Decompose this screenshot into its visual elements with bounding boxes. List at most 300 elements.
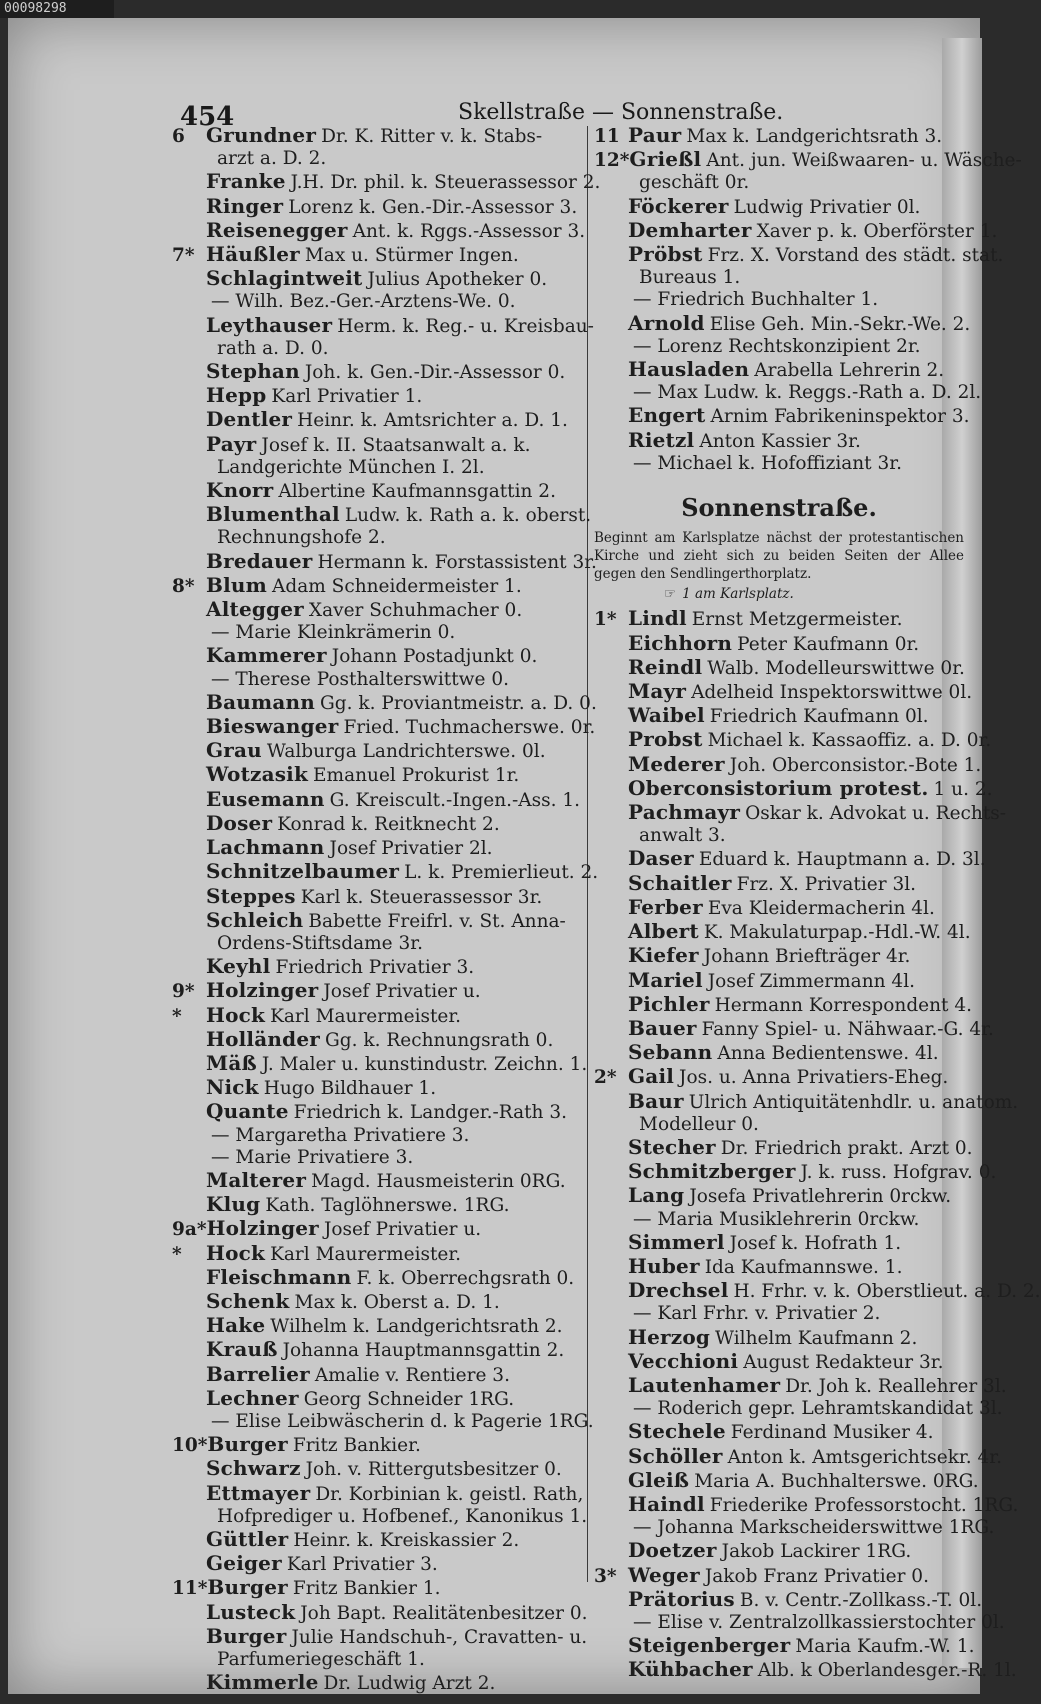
entry-continuation: Hofprediger u. Hofbenef., Kanonikus 1.	[217, 1505, 588, 1527]
resident-details: Kath. Taglöhnerswe. 1RG.	[265, 1195, 510, 1217]
directory-entry	[594, 1326, 964, 1350]
resident-details: Albertine Kaufmannsgattin 2.	[278, 481, 556, 503]
directory-entry	[172, 1314, 582, 1338]
entry-continuation: Bureaus 1.	[639, 267, 741, 289]
house-number: 6	[172, 126, 185, 147]
directory-entry	[594, 727, 992, 752]
resident-name: Pichler	[628, 991, 710, 1016]
directory-entry	[594, 775, 993, 801]
resident-name: Ferber	[628, 894, 703, 919]
resident-details: Frz. X. Privatier 3l.	[736, 873, 917, 895]
directory-entry	[594, 1443, 1002, 1469]
resident-name: Hock	[206, 1240, 266, 1265]
resident-name: Albert	[628, 919, 699, 944]
resident-details: Josef Privatier u.	[323, 1219, 482, 1241]
resident-name: Lautenhamer	[628, 1372, 781, 1397]
running-head: Skellstraße — Sonnenstraße.	[458, 100, 784, 125]
resident-name: Probst	[628, 727, 703, 752]
entry-continuation: Rechnungshofe 2.	[217, 527, 386, 549]
resident-details: Joh Bapt. Realitätenbesitzer 0.	[300, 1602, 588, 1624]
resident-name: Gleiß	[628, 1467, 690, 1492]
left-column	[172, 123, 601, 1695]
resident-details: Ulrich Antiquitätenhdlr. u. anatom.	[688, 1091, 1019, 1113]
resident-name: Dentler	[206, 407, 293, 432]
resident-name: Bauer	[628, 1015, 697, 1040]
resident-details: Anton Kassier 3r.	[699, 430, 861, 452]
resident-details: Jakob Lackirer 1RG.	[721, 1541, 912, 1563]
directory-entry	[594, 453, 964, 475]
resident-details: Friedrich Kaufmann 0l.	[709, 706, 929, 728]
directory-entry	[594, 310, 971, 336]
resident-details: Ant. jun. Weißwaaren- u. Wäsche-	[706, 150, 1022, 172]
directory-entry	[172, 1623, 588, 1649]
directory-entry	[172, 714, 596, 739]
resident-details: Alb. k Oberlandesger.-R. 1l.	[757, 1660, 1017, 1682]
resident-name: Oberconsistorium protest.	[628, 775, 929, 800]
directory-entry	[172, 1290, 582, 1314]
directory-entry	[172, 1410, 594, 1433]
resident-details: Herm. k. Reg.- u. Kreisbau-	[337, 315, 594, 337]
resident-name: Paur	[628, 123, 682, 147]
resident-name: Prätorius	[628, 1586, 735, 1611]
directory-entry	[172, 574, 582, 598]
resident-details: Julius Apotheker 0.	[367, 269, 548, 291]
resident-details: J.H. Dr. phil. k. Steuerassessor 2.	[290, 172, 601, 194]
resident-name: Bredauer	[206, 548, 313, 573]
directory-entry	[172, 1125, 582, 1147]
resident-name: Weger	[628, 1562, 700, 1587]
directory-entry	[594, 403, 970, 428]
resident-name: Ettmayer	[206, 1480, 311, 1505]
resident-details: Adelheid Inspektorswittwe 0l.	[691, 682, 973, 704]
directory-entry	[172, 457, 582, 479]
resident-name: Güttler	[206, 1526, 289, 1551]
resident-name: Grau	[206, 738, 262, 763]
resident-details: Michael k. Kassaoffiz. a. D. 0r.	[707, 730, 992, 752]
resident-details: Josef Zimmermann 4l.	[707, 970, 915, 992]
resident-details: Gg. k. Proviantmeistr. a. D. 0.	[320, 692, 597, 714]
resident-details: F. k. Oberrechgsrath 0.	[356, 1267, 575, 1289]
resident-details: Heinr. k. Amtsrichter a. D. 1.	[297, 410, 568, 432]
directory-entry	[594, 825, 964, 847]
resident-name: Doser	[206, 810, 273, 835]
resident-details: Dr. Korbinian k. geistl. Rath,	[315, 1483, 584, 1505]
directory-entry	[172, 669, 582, 691]
directory-entry	[594, 267, 964, 289]
resident-name: Demharter	[628, 217, 752, 242]
directory-entry	[594, 1420, 964, 1444]
resident-details: Xaver Schuhmacher 0.	[308, 600, 523, 622]
resident-details: Hugo Bildhauer 1.	[263, 1078, 437, 1100]
directory-entry	[594, 1467, 979, 1493]
house-number: 9*	[172, 981, 195, 1003]
resident-name: Fleischmann	[206, 1264, 352, 1289]
resident-name: Hepp	[206, 383, 267, 408]
directory-entry	[594, 1586, 983, 1612]
resident-name: Baur	[628, 1088, 684, 1113]
pointing-hand-icon: ☞	[664, 586, 677, 603]
directory-entry	[594, 751, 982, 777]
resident-details: L. k. Premierlieut. 2.	[404, 862, 599, 884]
directory-entry	[172, 1671, 582, 1695]
resident-name: Krauß	[206, 1337, 278, 1362]
resident-details: J. k. russ. Hofgrav. 0.	[800, 1162, 997, 1184]
directory-entry	[594, 147, 1022, 172]
directory-entry	[594, 124, 964, 148]
entry-continuation: Parfumeriegeschäft 1.	[217, 1649, 425, 1670]
column-divider	[587, 126, 588, 1582]
directory-entry	[594, 172, 964, 194]
resident-name: Kühbacher	[628, 1657, 753, 1682]
directory-entry	[172, 1004, 582, 1028]
resident-details: Wilhelm k. Landgerichtsrath 2.	[270, 1316, 563, 1338]
resident-details: Karl Maurermeister.	[270, 1243, 462, 1265]
resident-details: Ernst Metzgermeister.	[691, 609, 903, 631]
resident-details: Karl k. Steuerassessor 3r.	[300, 886, 543, 908]
resident-name: Schöller	[628, 1443, 723, 1468]
start-marker	[594, 583, 964, 605]
resident-details: Hermann Korrespondent 4.	[714, 994, 972, 1016]
directory-entry	[594, 846, 986, 871]
directory-entry	[594, 1255, 964, 1279]
resident-details: Walb. Modelleurswittwe 0r.	[707, 657, 965, 679]
resident-name: Mäß	[206, 1050, 257, 1075]
directory-entry	[594, 217, 998, 243]
directory-entry	[172, 1505, 588, 1528]
directory-entry	[594, 358, 964, 382]
directory-entry	[172, 1599, 588, 1625]
directory-entry	[172, 1338, 582, 1362]
resident-details: Johanna Hauptmannsgattin 2.	[282, 1340, 565, 1362]
resident-details: Julie Handschuh-, Cravatten- u.	[291, 1626, 588, 1648]
directory-entry	[594, 944, 964, 968]
resident-name: Barrelier	[206, 1361, 310, 1386]
resident-details: Karl Privatier 1.	[271, 386, 423, 408]
directory-entry	[172, 502, 592, 527]
resident-details: Dr. Friedrich prakt. Arzt 0.	[720, 1137, 973, 1159]
resident-details: Elise Geh. Min.-Sekr.-We. 2.	[709, 313, 971, 335]
resident-name: Mayr	[628, 679, 687, 704]
resident-details: J. Maler u. kunstindustr. Zeichn. 1.	[261, 1053, 588, 1075]
resident-name: Schaitler	[628, 870, 732, 895]
resident-name: Daser	[628, 846, 694, 871]
resident-details: — Wilh. Bez.-Ger.-Arztens-We. 0.	[211, 291, 516, 313]
resident-details: Babette Freifrl. v. St. Anna-	[308, 910, 566, 932]
directory-entry	[594, 1209, 964, 1231]
resident-details: — Maria Musiklehrerin 0rckw.	[633, 1208, 920, 1230]
resident-name: Blum	[206, 572, 268, 597]
resident-name: Schnitzelbaumer	[206, 859, 400, 884]
right-column-bottom-entries	[594, 606, 1041, 1682]
directory-entry	[594, 195, 964, 219]
entry-continuation: geschäft 0r.	[639, 172, 750, 194]
resident-name: Nick	[206, 1075, 259, 1100]
directory-entry	[172, 1363, 582, 1387]
directory-entry	[172, 979, 582, 1003]
resident-name: Wotzasik	[206, 762, 309, 787]
resident-details: — Friedrich Buchhalter 1.	[633, 289, 879, 311]
directory-entry	[172, 1528, 582, 1552]
directory-entry	[172, 909, 582, 933]
resident-details: Konrad k. Reitknecht 2.	[277, 813, 500, 835]
directory-entry	[594, 679, 973, 704]
directory-entry	[594, 1159, 997, 1184]
resident-details: Max k. Oberst a. D. 1.	[294, 1291, 500, 1313]
directory-entry	[594, 1114, 964, 1136]
resident-details: — Lorenz Rechtskonzipient 2r.	[633, 335, 921, 357]
directory-entry	[594, 919, 971, 944]
resident-details: — Margaretha Privatiere 3.	[211, 1124, 470, 1146]
resident-name: Lang	[628, 1183, 685, 1208]
directory-entry	[172, 384, 582, 408]
resident-name: Herzog	[628, 1324, 711, 1349]
resident-name: Reindl	[628, 654, 703, 679]
house-number: *	[172, 1243, 182, 1265]
resident-details: Josef Privatier 2l.	[329, 838, 493, 860]
resident-name: Engert	[628, 403, 706, 428]
directory-entry	[172, 1169, 582, 1193]
resident-name: Lachmann	[206, 835, 325, 860]
resident-details: — Therese Posthalterswittwe 0.	[211, 668, 509, 690]
resident-name: Burger	[207, 1432, 288, 1457]
right-column-top-entries	[594, 123, 1022, 475]
resident-name: Kimmerle	[206, 1670, 319, 1695]
directory-entry	[172, 1576, 582, 1600]
resident-details: Gg. k. Rechnungsrath 0.	[324, 1029, 554, 1051]
resident-details: Dr. K. Ritter v. k. Stabs-	[321, 126, 543, 147]
resident-name: Leythauser	[206, 312, 333, 337]
house-number: 2*	[594, 1067, 617, 1089]
directory-entry	[172, 124, 582, 148]
directory-entry	[172, 217, 586, 243]
resident-name: Klug	[206, 1192, 261, 1217]
resident-details: Maria A. Buchhalterswe. 0RG.	[694, 1470, 979, 1492]
directory-entry	[172, 243, 582, 267]
directory-entry	[594, 896, 964, 920]
house-number: 3*	[594, 1565, 617, 1587]
directory-entry	[594, 1041, 964, 1065]
resident-details: Johann Postadjunkt 0.	[331, 646, 538, 668]
directory-entry	[172, 1147, 582, 1169]
resident-details: Eduard k. Hauptmann a. D. 3l.	[698, 849, 986, 871]
resident-name: Häußler	[206, 242, 300, 267]
directory-entry	[594, 800, 1007, 825]
directory-entry	[594, 969, 964, 993]
directory-entry	[594, 1539, 964, 1563]
resident-details: Karl Maurermeister.	[270, 1005, 462, 1027]
directory-entry	[172, 859, 599, 884]
directory-entry	[172, 1649, 582, 1671]
entry-continuation: anwalt 3.	[639, 825, 726, 847]
resident-details: Karl Privatier 3.	[286, 1554, 438, 1576]
resident-details: Maria Kaufm.-W. 1.	[795, 1636, 975, 1658]
resident-details: Ferdinand Musiker 4.	[730, 1422, 934, 1444]
resident-details: — Karl Frhr. v. Privatier 2.	[633, 1303, 881, 1325]
directory-entry	[172, 267, 582, 291]
house-number: 12*	[594, 150, 630, 172]
resident-name: Lusteck	[206, 1599, 296, 1624]
resident-details: Fried. Tuchmacherswe. 0r.	[343, 717, 596, 739]
start-marker-text: 1 am Karlsplatz.	[682, 586, 794, 603]
resident-name: Eusemann	[206, 786, 325, 811]
resident-details: Josef Privatier u.	[323, 981, 481, 1003]
resident-name: Stecher	[628, 1134, 716, 1159]
directory-entry	[594, 1231, 964, 1255]
directory-entry	[594, 1372, 1007, 1398]
house-number: *	[172, 1005, 182, 1027]
resident-details: Arnim Fabrikeninspektor 3.	[710, 406, 970, 428]
resident-name: Holländer	[206, 1026, 320, 1051]
resident-details: Dr. Joh k. Reallehrer 3l.	[785, 1375, 1007, 1397]
directory-entry	[594, 429, 964, 453]
resident-details: — Max Ludw. k. Reggs.-Rath a. D. 2l.	[633, 382, 982, 404]
resident-details: Ant. k. Rggs.-Assessor 3.	[352, 220, 586, 242]
directory-entry	[172, 955, 582, 979]
directory-entry	[594, 1398, 1003, 1420]
directory-entry	[594, 1184, 964, 1208]
directory-entry	[594, 289, 964, 311]
resident-name: Lechner	[206, 1385, 299, 1410]
directory-entry	[172, 1552, 582, 1576]
directory-entry	[172, 479, 582, 503]
entry-continuation: Modelleur 0.	[639, 1113, 759, 1135]
resident-details: Magd. Hausmeisterin 0RG.	[311, 1170, 566, 1192]
resident-details: Oskar k. Advokat u. Rechts-	[745, 803, 1007, 825]
entry-continuation: arzt a. D. 2.	[217, 148, 327, 170]
resident-name: Kiefer	[628, 943, 699, 968]
directory-entry	[172, 195, 582, 219]
resident-name: Doetzer	[628, 1538, 717, 1563]
resident-name: Quante	[206, 1099, 289, 1124]
directory-entry	[172, 1266, 582, 1290]
resident-name: Hock	[206, 1002, 266, 1027]
directory-entry	[594, 1564, 964, 1588]
directory-entry	[172, 1050, 588, 1076]
directory-entry	[594, 1517, 995, 1539]
resident-details: Jos. u. Anna Privatiers-Eheg.	[679, 1067, 949, 1089]
resident-details: — Michael k. Hofoffiziant 3r.	[633, 452, 902, 474]
resident-name: Keyhl	[206, 954, 271, 979]
resident-name: Knorr	[206, 478, 274, 503]
directory-entry	[172, 1482, 582, 1506]
directory-entry	[172, 1242, 582, 1266]
directory-entry	[172, 1433, 582, 1457]
resident-name: Steigenberger	[628, 1633, 791, 1658]
resident-details: Fritz Bankier 1.	[292, 1578, 441, 1600]
resident-name: Geiger	[206, 1551, 282, 1576]
resident-name: Baumann	[206, 689, 316, 714]
entry-continuation: rath a. D. 0.	[217, 337, 329, 359]
house-number: 9a*	[172, 1219, 207, 1241]
directory-entry	[172, 933, 582, 955]
resident-name: Franke	[206, 169, 286, 194]
resident-details: Wilhelm Kaufmann 2.	[715, 1327, 918, 1349]
resident-details: K. Makulaturpap.-Hdl.-W. 4l.	[703, 922, 971, 944]
resident-name: Pröbst	[628, 242, 703, 267]
resident-details: Anna Bedientenswe. 4l.	[717, 1043, 939, 1065]
resident-name: Bieswanger	[206, 714, 339, 739]
house-number: 11*	[172, 1578, 208, 1600]
house-number: 11	[594, 126, 620, 147]
resident-details: Walburga Landrichterswe. 0l.	[266, 741, 546, 763]
resident-name: Stephan	[206, 359, 300, 384]
resident-name: Huber	[628, 1253, 700, 1278]
directory-entry	[172, 763, 582, 787]
house-number: 8*	[172, 575, 195, 597]
resident-details: Xaver p. k. Oberförster 1.	[756, 220, 998, 242]
directory-entry	[172, 598, 582, 622]
resident-details: Ludwig Privatier 0l.	[733, 196, 921, 218]
resident-details: Anton k. Amtsgerichtsekr. 4r.	[727, 1446, 1002, 1468]
resident-name: Arnold	[628, 310, 705, 335]
resident-details: 1 u. 2.	[933, 778, 993, 800]
directory-entry	[594, 1611, 1005, 1634]
resident-name: Eichhorn	[628, 630, 733, 655]
street-title: Sonnenstraße.	[681, 493, 877, 523]
resident-name: Payr	[206, 431, 257, 456]
directory-entry	[594, 382, 982, 404]
directory-entry	[172, 689, 597, 715]
resident-details: Josef k. Hofrath 1.	[729, 1232, 902, 1254]
directory-entry	[594, 1350, 964, 1374]
resident-name: Vecchioni	[628, 1348, 739, 1373]
resident-details: B. v. Centr.-Zollkass.-T. 0l.	[739, 1589, 983, 1611]
directory-entry	[172, 548, 597, 574]
resident-details: Johann Briefträger 4r.	[703, 946, 911, 968]
directory-entry	[172, 169, 601, 194]
directory-entry	[172, 527, 582, 549]
resident-name: Steppes	[206, 883, 296, 908]
resident-name: Schmitzberger	[628, 1159, 796, 1184]
directory-entry	[594, 704, 964, 728]
resident-details: Emanuel Prokurist 1r.	[313, 765, 520, 787]
resident-name: Mederer	[628, 751, 725, 776]
resident-details: Jakob Franz Privatier 0.	[704, 1565, 929, 1587]
resident-details: Friederike Professorstocht. 1RG.	[709, 1494, 1019, 1516]
resident-name: Altegger	[206, 597, 304, 622]
resident-details: Joh. Oberconsistor.-Bote 1.	[729, 754, 982, 776]
directory-entry	[172, 788, 582, 812]
page-number: 454	[180, 102, 235, 132]
resident-name: Schlagintweit	[206, 266, 363, 291]
resident-details: August Redakteur 3r.	[743, 1351, 944, 1373]
resident-name: Waibel	[628, 703, 705, 728]
resident-name: Holzinger	[206, 1216, 319, 1241]
resident-name: Rietzl	[628, 427, 695, 452]
resident-name: Hake	[206, 1313, 266, 1338]
resident-name: Drechsel	[628, 1278, 729, 1303]
resident-details: Fanny Spiel- u. Nähwaar.-G. 4r.	[701, 1018, 994, 1040]
resident-details: — Elise v. Zentralzollkassierstochter 0l.	[633, 1611, 1005, 1633]
resident-details: Adam Schneidermeister 1.	[272, 575, 522, 597]
resident-name: Mariel	[628, 967, 703, 992]
resident-name: Simmerl	[628, 1229, 725, 1254]
resident-details: — Johanna Markscheiderswittwe 1RG.	[633, 1517, 995, 1539]
resident-details: Amalie v. Rentiere 3.	[314, 1364, 510, 1386]
directory-entry	[172, 360, 582, 384]
resident-name: Ringer	[206, 193, 284, 218]
resident-details: Ludw. k. Rath a. k. oberst.	[344, 505, 592, 527]
resident-details: Joh. v. Rittergutsbesitzer 0.	[305, 1459, 562, 1481]
directory-entry	[172, 812, 582, 836]
resident-name: Grundner	[206, 123, 317, 147]
directory-entry	[594, 1303, 964, 1325]
resident-name: Lindl	[628, 606, 687, 631]
directory-entry	[172, 1387, 582, 1411]
resident-name: Schenk	[206, 1288, 290, 1313]
resident-name: Holzinger	[206, 978, 319, 1003]
directory-entry	[172, 433, 582, 457]
